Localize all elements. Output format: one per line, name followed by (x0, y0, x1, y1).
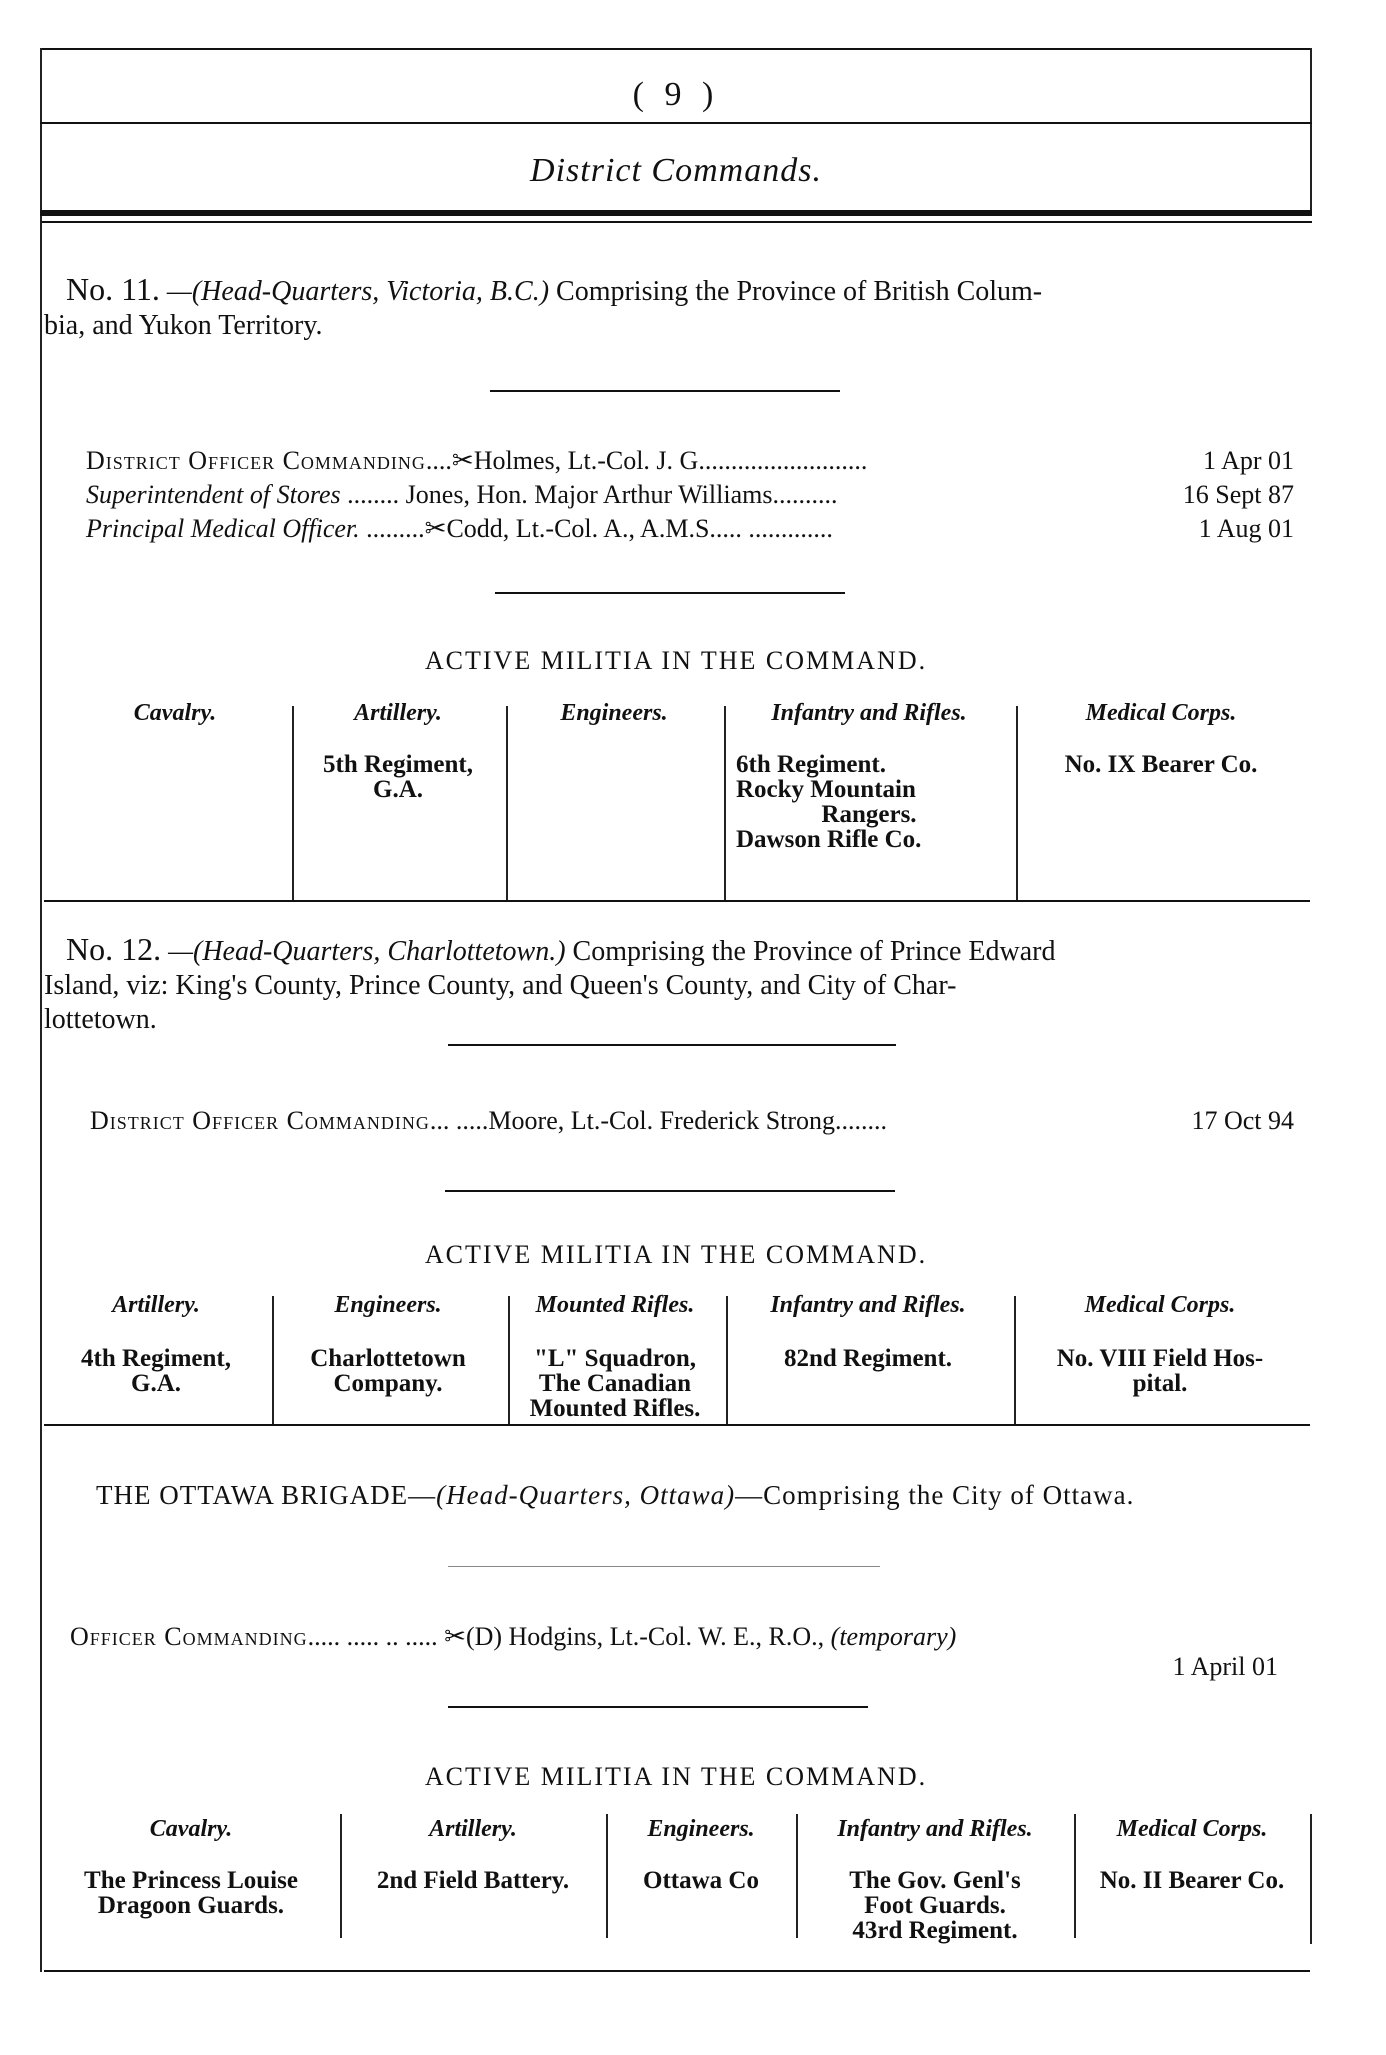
district-12-description (44, 932, 1304, 1037)
column-head: Infantry and Rifles. (770, 1292, 966, 1318)
district-description-line: Comprising the Province of Prince Edward (572, 936, 1056, 967)
officer-role: Officer Commanding (70, 1622, 308, 1651)
unit-line: No. VIII Field Hos- (1056, 1345, 1264, 1372)
militia-title: ACTIVE MILITIA IN THE COMMAND. (424, 1240, 928, 1269)
bottom-rule (44, 1970, 1310, 1972)
unit-cell (1076, 1868, 1308, 1893)
unit-line: Rocky Mountain (736, 776, 916, 803)
unit-line: Company. (333, 1370, 443, 1397)
officer-name: Holmes, Lt.-Col. J. G.......................... (473, 446, 868, 475)
brigade-description: —Comprising the City of Ottawa. (735, 1480, 1135, 1510)
unit-cell (342, 1868, 604, 1893)
brigade-hq: (Head-Quarters, Ottawa) (436, 1480, 736, 1510)
unit-line: The Princess Louise (84, 1867, 298, 1894)
header-thin-rule (40, 221, 1312, 223)
unit-line: The Canadian (538, 1370, 692, 1397)
unit-cell (272, 1346, 504, 1396)
column-head: Artillery. (429, 1816, 517, 1842)
officer-date: 1 Aug 01 (1198, 514, 1294, 543)
unit-line: Dragoon Guards. (97, 1892, 285, 1919)
unit-line: pital. (1132, 1370, 1188, 1397)
section-divider (445, 1190, 895, 1192)
officer-name: (D) Hodgins, Lt.-Col. W. E., R.O., (465, 1622, 825, 1651)
column-head: Medical Corps. (1084, 1292, 1236, 1318)
leader-dots: ..... ..... .. ..... (307, 1622, 438, 1651)
column-head: Engineers. (560, 700, 668, 726)
unit-line: Rangers. (821, 801, 917, 828)
column-divider (506, 706, 508, 902)
unit-line: Dawson Rifle Co. (736, 826, 922, 853)
column-head: Engineers. (334, 1292, 442, 1318)
unit-line: G.A. (373, 776, 423, 803)
unit-cell (726, 1346, 1010, 1371)
right-border (1310, 1814, 1312, 1944)
district-11-description (44, 272, 1304, 343)
unit-line: 5th Regiment, (323, 751, 473, 778)
unit-line: The Gov. Genl's (849, 1867, 1021, 1894)
column-head: Medical Corps. (1116, 1816, 1268, 1842)
unit-line: Mounted Rifles. (529, 1395, 701, 1422)
scissors-icon: ✂ (451, 446, 474, 475)
unit-line: Foot Guards. (864, 1892, 1006, 1919)
section-rule (44, 900, 1310, 902)
column-head: Infantry and Rifles. (837, 1816, 1033, 1842)
section-divider (490, 390, 840, 392)
leader-dots: ......... (366, 514, 425, 543)
officer-name: Codd, Lt.-Col. A., A.M.S..... ............. (446, 514, 833, 543)
officer-date: 17 Oct 94 (1191, 1106, 1294, 1135)
district-description-line: bia, and Yukon Territory. (44, 310, 323, 341)
district-hq: —(Head-Quarters, Charlottetown.) (168, 936, 566, 967)
unit-line: G.A. (131, 1370, 181, 1397)
section-divider (448, 1706, 868, 1708)
unit-line: Ottawa Co (643, 1867, 759, 1894)
unit-line: "L" Squadron, (533, 1345, 697, 1372)
column-head: Infantry and Rifles. (771, 700, 967, 726)
column-head: Mounted Rifles. (535, 1292, 695, 1318)
district-description-line: lottetown. (44, 1004, 157, 1035)
district-description-line: Comprising the Province of British Colum- (556, 276, 1043, 307)
unit-cell (44, 1868, 338, 1918)
header-right-border (1310, 48, 1312, 216)
unit-line: 4th Regiment, (81, 1345, 231, 1372)
brigade-title: THE OTTAWA BRIGADE— (96, 1480, 437, 1510)
ottawa-brigade-heading (96, 1480, 1296, 1511)
column-head: Cavalry. (133, 700, 217, 726)
unit-cell (798, 1868, 1072, 1943)
officer-name: Jones, Hon. Major Arthur Williams.......... (405, 480, 838, 509)
section-divider (448, 1044, 896, 1046)
header-thick-rule (40, 210, 1312, 216)
district-description-line: Island, viz: King's County, Prince County, and Queen's County, and City of Char- (44, 970, 957, 1001)
header-title: District Commands. (530, 152, 822, 189)
unit-cell (724, 752, 1014, 852)
unit-cell (44, 1346, 268, 1396)
unit-cell (1014, 1346, 1306, 1396)
section-divider (448, 1566, 880, 1567)
scissors-icon: ✂ (424, 514, 447, 543)
column-head: Engineers. (647, 1816, 755, 1842)
column-divider (1016, 706, 1018, 902)
officer-role: Principal Medical Officer. (86, 514, 360, 543)
leader-dots: .... (425, 446, 452, 475)
unit-line: 43rd Regiment. (852, 1917, 1018, 1944)
officer-date: 1 April 01 (1172, 1652, 1278, 1681)
officer-row (86, 480, 1294, 510)
column-head: Artillery. (354, 700, 442, 726)
unit-cell (1016, 752, 1306, 777)
section-divider (495, 592, 845, 594)
unit-line: 2nd Field Battery. (376, 1867, 570, 1894)
officer-role: District Officer Commanding (86, 446, 426, 475)
district-hq: —(Head-Quarters, Victoria, B.C.) (166, 276, 550, 307)
scissors-icon: ✂ (444, 1622, 466, 1651)
column-divider (292, 706, 294, 902)
section-rule (44, 1424, 1310, 1426)
officer-role: Superintendent of Stores (86, 480, 341, 509)
unit-line: 6th Regiment. (736, 751, 886, 778)
officer-date: 1 Apr 01 (1203, 446, 1294, 475)
unit-cell (508, 1346, 722, 1421)
militia-title: ACTIVE MILITIA IN THE COMMAND. (424, 646, 928, 675)
unit-line: Charlottetown (310, 1345, 466, 1372)
district-number: No. 11. (66, 271, 160, 307)
officer-row (70, 1622, 1310, 1652)
officer-row (86, 446, 1294, 476)
leader-dots: ... ..... (429, 1106, 489, 1135)
district-number: No. 12. (66, 931, 162, 967)
column-head: Artillery. (112, 1292, 200, 1318)
officer-row (86, 514, 1294, 544)
page-number: ( 9 ) (632, 76, 720, 113)
header-left-border (40, 48, 42, 216)
left-border (40, 216, 42, 1972)
unit-cell (292, 752, 504, 802)
militia-title: ACTIVE MILITIA IN THE COMMAND. (424, 1762, 928, 1791)
unit-cell (608, 1868, 794, 1893)
officer-name: Moore, Lt.-Col. Frederick Strong........ (488, 1106, 888, 1135)
officer-date: 16 Sept 87 (1182, 480, 1294, 509)
top-rule (40, 48, 1312, 50)
officer-row (90, 1106, 1294, 1136)
header-divider (40, 122, 1312, 124)
leader-dots: ........ (347, 480, 400, 509)
column-head: Cavalry. (149, 1816, 233, 1842)
officer-note: (temporary) (830, 1622, 957, 1651)
unit-line: No. II Bearer Co. (1099, 1867, 1285, 1894)
unit-line: 82nd Regiment. (783, 1345, 953, 1372)
column-head: Medical Corps. (1085, 700, 1237, 726)
officer-role: District Officer Commanding (90, 1106, 430, 1135)
unit-line: No. IX Bearer Co. (1064, 751, 1258, 778)
